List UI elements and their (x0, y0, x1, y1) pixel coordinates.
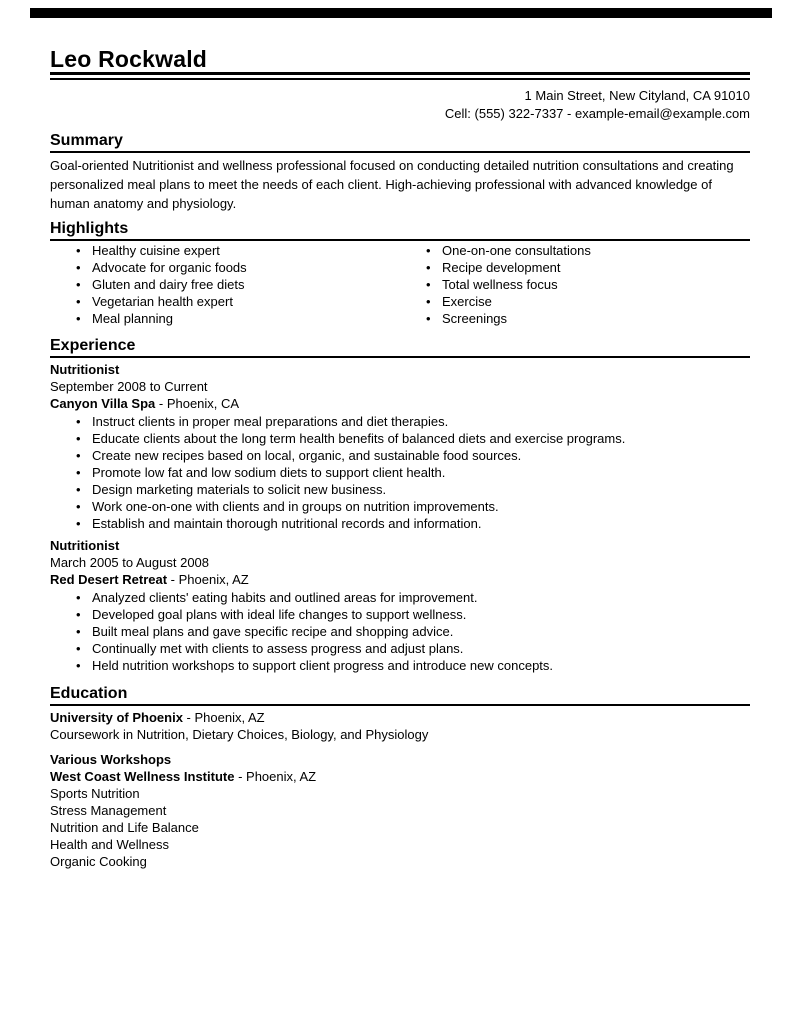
job-bullet: • Instruct clients in proper meal preparations and diet therapies. (50, 413, 750, 430)
experience-heading: Experience (50, 337, 750, 358)
highlight-item: • Healthy cuisine expert (50, 242, 400, 259)
job-bullet: • Create new recipes based on local, organic, and sustainable food sources. (50, 447, 750, 464)
highlight-item: • Exercise (400, 293, 750, 310)
university-name: University of Phoenix (50, 710, 183, 725)
education-university-block (50, 709, 750, 743)
job-company-line (50, 571, 750, 588)
highlight-item: • One-on-one consultations (400, 242, 750, 259)
job-location: - Phoenix, CA (158, 396, 240, 411)
highlight-item: • Vegetarian health expert (50, 293, 400, 310)
top-black-bar (30, 8, 772, 18)
workshop-course: Organic Cooking (50, 854, 147, 869)
workshop-course: Health and Wellness (50, 837, 169, 852)
resume-name: Leo Rockwald (50, 46, 208, 72)
job-bullet: • Analyzed clients' eating habits and outlined areas for improvement. (50, 589, 750, 606)
highlight-item: • Screenings (400, 310, 750, 327)
workshop-course: Sports Nutrition (50, 786, 140, 801)
experience-job-1 (50, 361, 750, 532)
job-bullet-list (50, 413, 750, 532)
highlight-item: • Gluten and dairy free diets (50, 276, 400, 293)
highlights-section (50, 220, 750, 327)
institute-line (50, 768, 750, 785)
highlights-heading: Highlights (50, 220, 750, 241)
contact-address: 1 Main Street, New Cityland, CA 91010 (524, 88, 750, 103)
summary-heading: Summary (50, 132, 750, 153)
job-title: Nutritionist (50, 362, 120, 377)
education-section (50, 685, 750, 870)
job-company: Canyon Villa Spa (50, 396, 156, 411)
job-company: Red Desert Retreat (50, 572, 168, 587)
experience-section (50, 337, 750, 674)
summary-text: Goal-oriented Nutritionist and wellness professional focused on conducting detailed nutrition consultations and creating personalized meal plans to meet the needs of each client. High-achieving professional with advanced knowledge of human anatomy and physiology. (50, 158, 734, 211)
workshop-course-list (50, 785, 750, 870)
job-location: - Phoenix, AZ (170, 572, 249, 587)
university-line (50, 709, 750, 726)
workshop-course: Stress Management (50, 803, 167, 818)
name-double-rule (50, 72, 750, 80)
highlight-item: • Meal planning (50, 310, 400, 327)
education-workshops-block (50, 751, 750, 870)
job-dates: September 2008 to Current (50, 379, 208, 394)
institute-location: - Phoenix, AZ (238, 769, 317, 784)
job-bullet: • Continually met with clients to assess progress and adjust plans. (50, 640, 750, 657)
job-company-line (50, 395, 750, 412)
workshops-title: Various Workshops (50, 752, 172, 767)
workshop-course: Nutrition and Life Balance (50, 820, 199, 835)
university-coursework: Coursework in Nutrition, Dietary Choices, Biology, and Physiology (50, 727, 429, 742)
job-bullet: • Educate clients about the long term health benefits of balanced diets and exercise programs. (50, 430, 750, 447)
institute-name: West Coast Wellness Institute (50, 769, 235, 784)
job-dates: March 2005 to August 2008 (50, 555, 210, 570)
education-heading: Education (50, 685, 750, 706)
job-bullet: • Held nutrition workshops to support client progress and introduce new concepts. (50, 657, 750, 674)
job-bullet: • Promote low fat and low sodium diets to support client health. (50, 464, 750, 481)
experience-job-2 (50, 537, 750, 674)
job-title: Nutritionist (50, 538, 120, 553)
highlights-columns (50, 242, 750, 327)
job-bullet: • Design marketing materials to solicit new business. (50, 481, 750, 498)
contact-block (50, 87, 750, 123)
job-bullet: • Developed goal plans with ideal life changes to support wellness. (50, 606, 750, 623)
summary-section (50, 132, 750, 213)
highlight-item: • Advocate for organic foods (50, 259, 400, 276)
university-location: - Phoenix, AZ (186, 710, 265, 725)
job-bullet-list (50, 589, 750, 674)
highlights-column-left (50, 242, 400, 327)
highlight-item: • Total wellness focus (400, 276, 750, 293)
highlights-column-right (400, 242, 750, 327)
contact-phone-email: Cell: (555) 322-7337 - example-email@example.com (444, 106, 750, 121)
job-bullet: • Establish and maintain thorough nutritional records and information. (50, 515, 750, 532)
job-bullet: • Built meal plans and gave specific recipe and shopping advice. (50, 623, 750, 640)
job-bullet: • Work one-on-one with clients and in groups on nutrition improvements. (50, 498, 750, 515)
highlight-item: • Recipe development (400, 259, 750, 276)
